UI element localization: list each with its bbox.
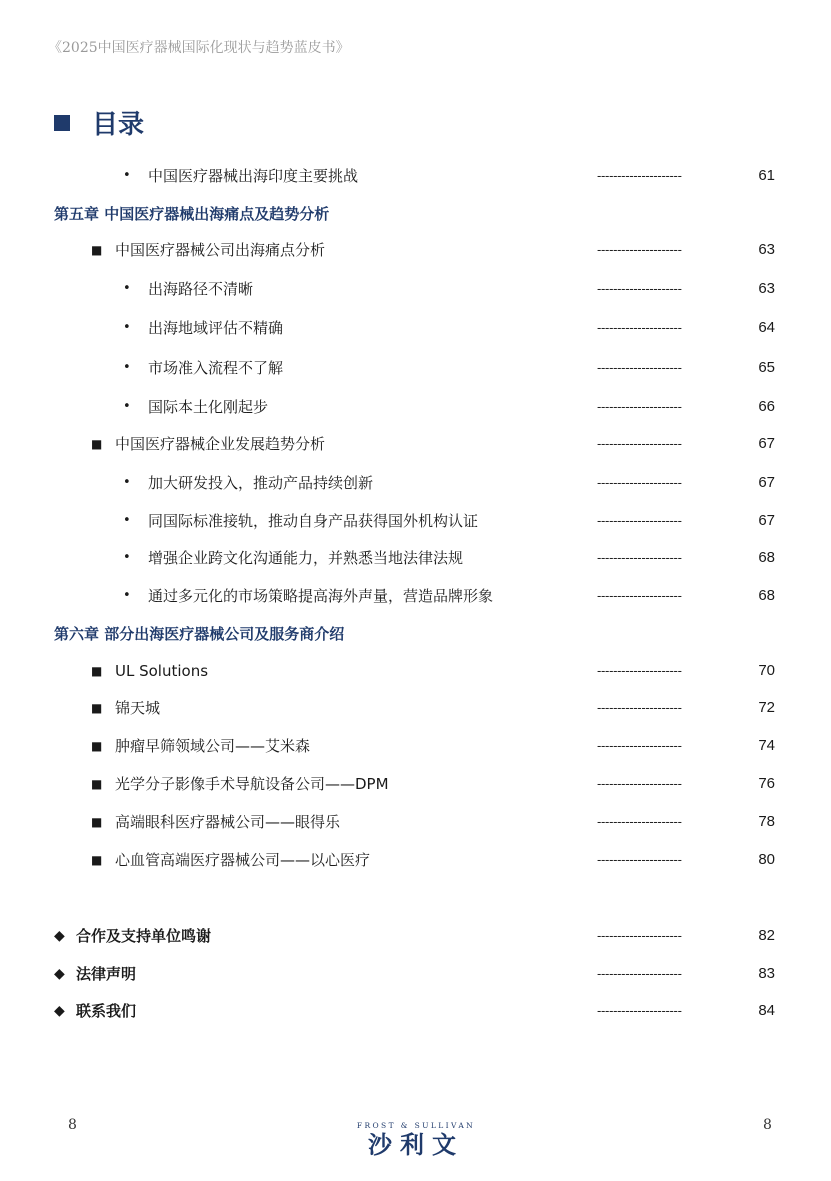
toc-page-number: 82 [758,927,775,944]
toc-entry[interactable] [0,999,831,1023]
dot-bullet-icon: • [123,475,131,490]
dot-bullet-icon: • [123,588,131,603]
dot-bullet-icon: • [123,399,131,414]
toc-entry[interactable] [0,696,831,720]
toc-leader: --------------------- [597,475,682,490]
toc-leader: --------------------- [597,436,682,451]
running-header: 《2025中国医疗器械国际化现状与趋势蓝皮书》 [48,40,350,56]
toc-page-number: 64 [758,319,775,336]
toc-page-number: 72 [758,699,775,716]
square-bullet-icon: ■ [91,739,103,753]
toc-entry[interactable] [0,395,831,419]
toc-entry-label: 中国医疗器械公司出海痛点分析 [115,241,326,259]
toc-entry-label: 肿瘤早筛领域公司——艾米森 [115,737,311,755]
toc-entry[interactable] [0,772,831,796]
toc-page-number: 78 [758,813,775,830]
toc-page-number: 63 [758,280,775,297]
toc-leader: --------------------- [597,320,682,335]
toc-entry-label: 市场准入流程不了解 [148,359,284,377]
dot-bullet-icon: • [123,168,131,183]
square-bullet-icon: ■ [91,243,103,257]
diamond-bullet-icon: ◆ [54,1003,65,1019]
toc-entry-label: 法律声明 [76,965,137,983]
toc-entry[interactable] [0,546,831,570]
toc-entry-label: 增强企业跨文化沟通能力，并熟悉当地法律法规 [148,549,464,567]
toc-entry-label: 中国医疗器械企业发展趋势分析 [115,435,326,453]
toc-entry[interactable] [0,962,831,986]
toc-leader: --------------------- [597,550,682,565]
square-bullet-icon: ■ [91,777,103,791]
toc-page-number: 66 [758,398,775,415]
toc-page-number: 80 [758,851,775,868]
toc-chapter-heading[interactable] [0,622,831,646]
toc-page-number: 83 [758,965,775,982]
toc-entry-label: 高端眼科医疗器械公司——眼得乐 [115,813,341,831]
square-bullet-icon: ■ [91,437,103,451]
toc-entry[interactable] [0,810,831,834]
toc-entry-label: 第六章 部分出海医疗器械公司及服务商介绍 [54,625,345,643]
toc-leader: --------------------- [597,700,682,715]
toc-page-number: 67 [758,435,775,452]
toc-page-number: 84 [758,1002,775,1019]
toc-entry-label: 合作及支持单位鸣谢 [76,927,212,945]
toc-entry[interactable] [0,848,831,872]
square-bullet-icon: ■ [91,701,103,715]
toc-entry[interactable] [0,734,831,758]
toc-entry[interactable] [0,316,831,340]
dot-bullet-icon: • [123,281,131,296]
toc-leader: --------------------- [597,738,682,753]
toc-leader: --------------------- [597,588,682,603]
dot-bullet-icon: • [123,360,131,375]
square-bullet-icon [54,115,70,131]
toc-entry-label: 国际本土化刚起步 [148,398,269,416]
toc-entry-label: 中国医疗器械出海印度主要挑战 [148,167,359,185]
toc-entry-label: 出海路径不清晰 [148,280,254,298]
toc-entry-label: 联系我们 [76,1002,137,1020]
toc-page-number: 70 [758,662,775,679]
toc-leader: --------------------- [597,928,682,943]
toc-entry-label: 同国际标准接轨，推动自身产品获得国外机构认证 [148,512,479,530]
toc-page-number: 76 [758,775,775,792]
toc-entry[interactable] [0,277,831,301]
toc-page-number: 74 [758,737,775,754]
toc-leader: --------------------- [597,168,682,183]
toc-leader: --------------------- [597,242,682,257]
diamond-bullet-icon: ◆ [54,966,65,982]
toc-entry[interactable] [0,356,831,380]
square-bullet-icon: ■ [91,815,103,829]
toc-page-number: 68 [758,549,775,566]
toc-entry[interactable] [0,164,831,188]
toc-entry[interactable] [0,238,831,262]
toc-entry-label: 心血管高端医疗器械公司——以心医疗 [115,851,371,869]
toc-leader: --------------------- [597,1003,682,1018]
toc-entry-label: 出海地域评估不精确 [148,319,284,337]
toc-entry-label: 第五章 中国医疗器械出海痛点及趋势分析 [54,205,330,223]
toc-page-number: 68 [758,587,775,604]
toc-entry[interactable] [0,432,831,456]
toc-entry-label: 加大研发投入，推动产品持续创新 [148,474,374,492]
toc-page-number: 67 [758,512,775,529]
toc-page-number: 67 [758,474,775,491]
square-bullet-icon: ■ [91,664,103,678]
toc-entry[interactable] [0,924,831,948]
frost-sullivan-logo [350,1121,482,1160]
dot-bullet-icon: • [123,550,131,565]
logo-english: FROST & SULLIVAN [356,1121,476,1130]
toc-leader: --------------------- [597,281,682,296]
square-bullet-icon: ■ [91,853,103,867]
toc-page-number: 63 [758,241,775,258]
dot-bullet-icon: • [123,320,131,335]
toc-leader: --------------------- [597,513,682,528]
toc-entry[interactable] [0,659,831,683]
toc-leader: --------------------- [597,399,682,414]
dot-bullet-icon: • [123,513,131,528]
toc-leader: --------------------- [597,360,682,375]
toc-leader: --------------------- [597,814,682,829]
toc-entry-label: 锦天城 [115,699,161,717]
toc-page-number: 61 [758,167,775,184]
diamond-bullet-icon: ◆ [54,928,65,944]
toc-leader: --------------------- [597,852,682,867]
toc-entry-label: 光学分子影像手术导航设备公司——DPM [115,775,389,793]
toc-entry[interactable] [0,471,831,495]
toc-leader: --------------------- [597,966,682,981]
toc-entry-label: 通过多元化的市场策略提高海外声量，营造品牌形象 [148,587,494,605]
page-number-left: 8 [68,1117,77,1133]
toc-heading [54,104,144,141]
toc-entry[interactable] [0,584,831,608]
toc-entry-label: UL Solutions [115,662,209,680]
toc-title: 目录 [92,110,145,140]
toc-chapter-heading[interactable] [0,202,831,226]
toc-entry[interactable] [0,509,831,533]
toc-leader: --------------------- [597,776,682,791]
page-number-right: 8 [763,1117,772,1133]
logo-chinese: 沙利文 [368,1131,464,1159]
toc-page-number: 65 [758,359,775,376]
toc-leader: --------------------- [597,663,682,678]
